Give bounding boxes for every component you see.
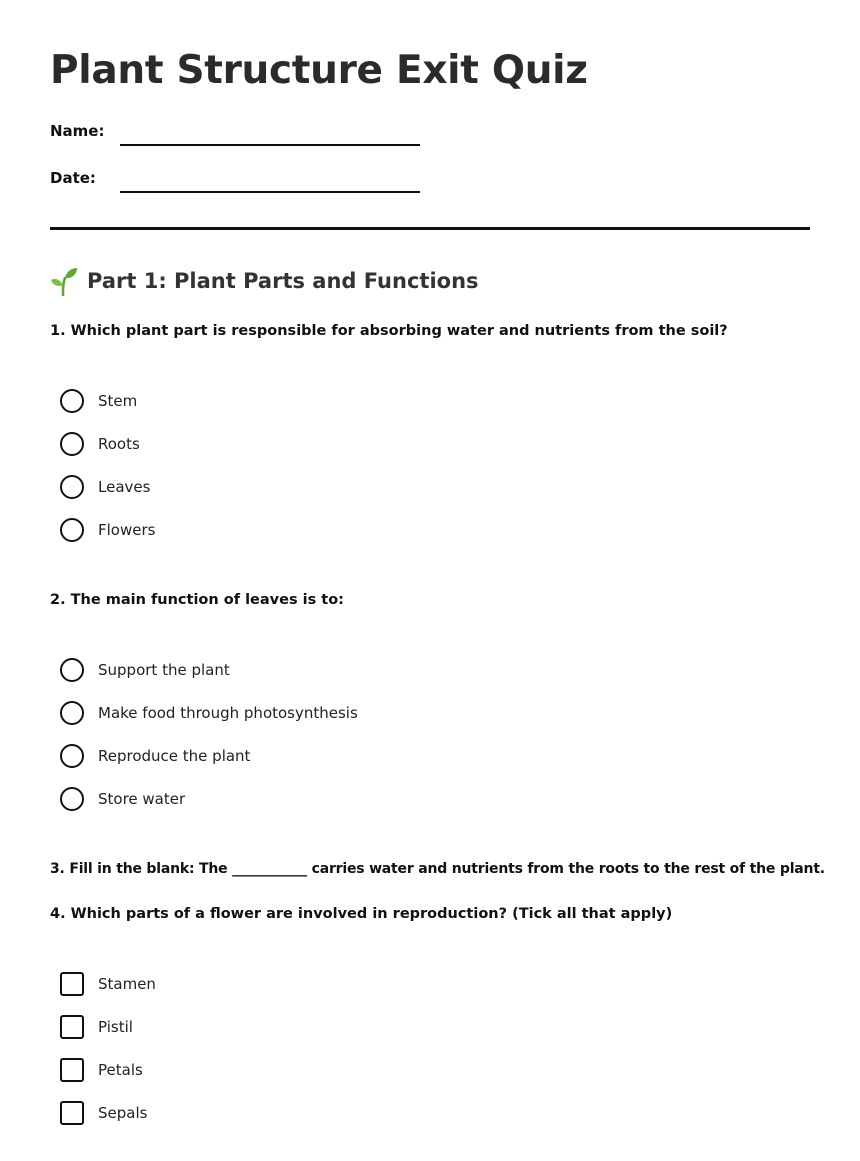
- question-3: 3. Fill in the blank: The ___________ carries water and nutrients from the roots to the rest of the plant.: [50, 861, 825, 877]
- radio-button[interactable]: [60, 701, 84, 725]
- option-label: Roots: [98, 434, 140, 453]
- q4-option-pistil[interactable]: [60, 1005, 156, 1048]
- checkbox[interactable]: [60, 972, 84, 996]
- sprout-icon: [50, 266, 78, 296]
- radio-button[interactable]: [60, 787, 84, 811]
- option-label: Make food through photosynthesis: [98, 703, 358, 722]
- q4-option-stamen[interactable]: [60, 962, 156, 1005]
- q1-option-stem[interactable]: [60, 379, 155, 422]
- radio-button[interactable]: [60, 518, 84, 542]
- q2-option-support[interactable]: [60, 648, 358, 691]
- radio-button[interactable]: [60, 389, 84, 413]
- q2-option-reproduce[interactable]: [60, 734, 358, 777]
- q4-option-sepals[interactable]: [60, 1091, 156, 1134]
- option-label: Pistil: [98, 1017, 133, 1036]
- option-label: Store water: [98, 789, 186, 808]
- date-field[interactable]: [50, 169, 430, 199]
- q1-option-roots[interactable]: [60, 422, 155, 465]
- option-label: Leaves: [98, 477, 151, 496]
- q1-option-leaves[interactable]: [60, 465, 155, 508]
- radio-button[interactable]: [60, 432, 84, 456]
- q2-option-store-water[interactable]: [60, 777, 358, 820]
- option-label: Stem: [98, 391, 138, 410]
- name-label: Name:: [50, 122, 105, 140]
- radio-button[interactable]: [60, 744, 84, 768]
- header-divider: [50, 227, 810, 230]
- page-title: Plant Structure Exit Quiz: [50, 48, 588, 93]
- checkbox[interactable]: [60, 1015, 84, 1039]
- question-4: 4. Which parts of a flower are involved in reproduction? (Tick all that apply): [50, 906, 673, 922]
- q4-option-petals[interactable]: [60, 1048, 156, 1091]
- section-title: Part 1: Plant Parts and Functions: [87, 269, 479, 293]
- name-line[interactable]: [120, 144, 420, 146]
- checkbox[interactable]: [60, 1058, 84, 1082]
- option-label: Sepals: [98, 1103, 148, 1122]
- option-label: Stamen: [98, 974, 156, 993]
- checkbox[interactable]: [60, 1101, 84, 1125]
- radio-button[interactable]: [60, 475, 84, 499]
- q2-option-photosynthesis[interactable]: [60, 691, 358, 734]
- option-label: Reproduce the plant: [98, 746, 251, 765]
- question-2: 2. The main function of leaves is to:: [50, 592, 344, 608]
- date-line[interactable]: [120, 191, 420, 193]
- option-label: Petals: [98, 1060, 143, 1079]
- radio-button[interactable]: [60, 658, 84, 682]
- option-label: Flowers: [98, 520, 156, 539]
- section-heading: [50, 266, 479, 296]
- name-field[interactable]: [50, 122, 430, 152]
- option-label: Support the plant: [98, 660, 230, 679]
- q1-option-flowers[interactable]: [60, 508, 155, 551]
- date-label: Date:: [50, 169, 96, 187]
- question-4-options: [60, 962, 156, 1134]
- question-1: 1. Which plant part is responsible for absorbing water and nutrients from the soil?: [50, 323, 728, 339]
- question-2-options: [60, 648, 358, 820]
- question-1-options: [60, 379, 155, 551]
